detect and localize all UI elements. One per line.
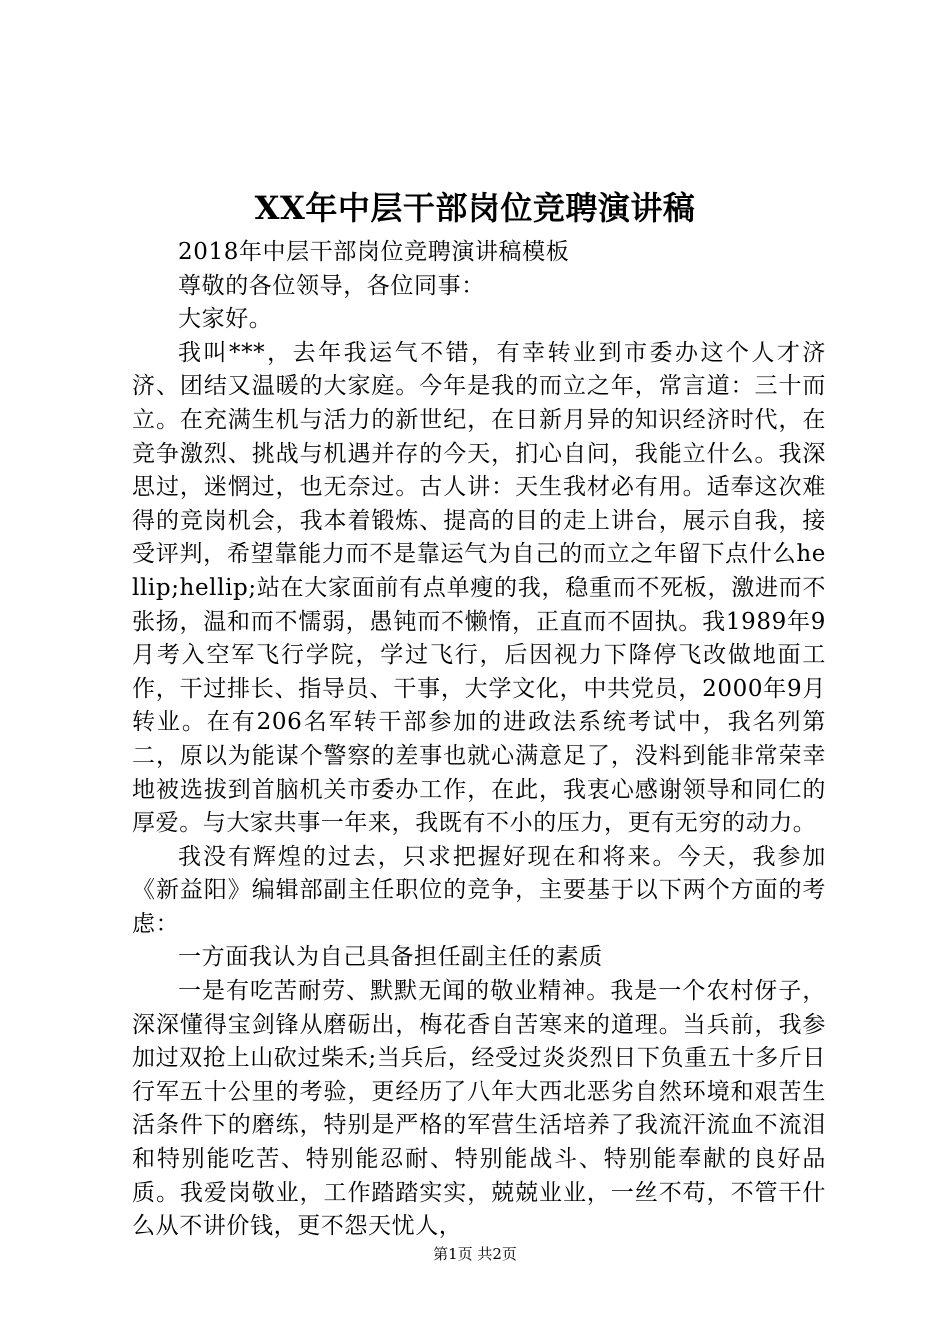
paragraph-motivation: 我没有辉煌的过去，只求把握好现在和将来。今天，我参加《新益阳》编辑部副主任职位的竞争，主要基于以下两个方面的考虑：	[132, 843, 826, 937]
document-body	[132, 236, 826, 1244]
paragraph-subtitle: 2018年中层干部岗位竞聘演讲稿模板	[178, 239, 570, 265]
paragraph-work-ethic: 一是有吃苦耐劳、默默无闻的敬业精神。我是一个农村伢子，深深懂得宝剑锋从磨砺出，梅花香自苦寒来的道理。当兵前，我参加过双抢上山砍过柴禾;当兵后，经受过炎炎烈日下负重五十多斤日行军五十公里的考验，更经历了八年大西北恶劣自然环境和艰苦生活条件下的磨练，特别是严格的军营生活培养了我流汗流血不流泪和特别能吃苦、特别能忍耐、特别能战斗、特别能奉献的良好品质。我爱岗敬业，工作踏踏实实，兢兢业业，一丝不苟，不管干什么从不讲价钱，更不怨天忧人，	[132, 978, 826, 1240]
paragraph-salutation: 尊敬的各位领导，各位同事：	[178, 272, 485, 299]
paragraph-greeting: 大家好。	[178, 306, 273, 333]
paragraph-section-heading: 一方面我认为自己具备担任副主任的素质	[178, 944, 603, 971]
page-number-footer: 第1页 共2页	[433, 1245, 517, 1263]
paragraph-self-introduction: 我叫***，去年我运气不错，有幸转业到市委办这个人才济济、团结又温暖的大家庭。今年是我的而立之年，常言道：三十而立。在充满生机与活力的新世纪，在日新月异的知识经济时代，在竞争激烈、挑战与机遇并存的今天，扪心自问，我能立什么。我深思过，迷惘过，也无奈过。古人讲：天生我材必有用。适奉这次难得的竞岗机会，我本着锻炼、提高的目的走上讲台，展示自我，接受评判，希望靠能力而不是靠运气为自己的而立之年留下点什么hellip;hellip;站在大家面前有点单瘦的我，稳重而不死板，激进而不张扬，温和而不懦弱，愚钝而不懒惰，正直而不固执。我1989年9月考入空军飞行学院，学过飞行，后因视力下降停飞改做地面工作，干过排长、指导员、干事，大学文化，中共党员，2000年9月转业。在有206名军转干部参加的进政法系统考试中，我名列第二，原以为能谋个警察的差事也就心满意足了，没料到能非常荣幸地被选拔到首脑机关市委办工作，在此，我衷心感谢领导和同仁的厚爱。与大家共事一年来，我既有不小的压力，更有无穷的动力。	[132, 339, 826, 837]
document-title: XX年中层干部岗位竞聘演讲稿	[254, 189, 696, 227]
